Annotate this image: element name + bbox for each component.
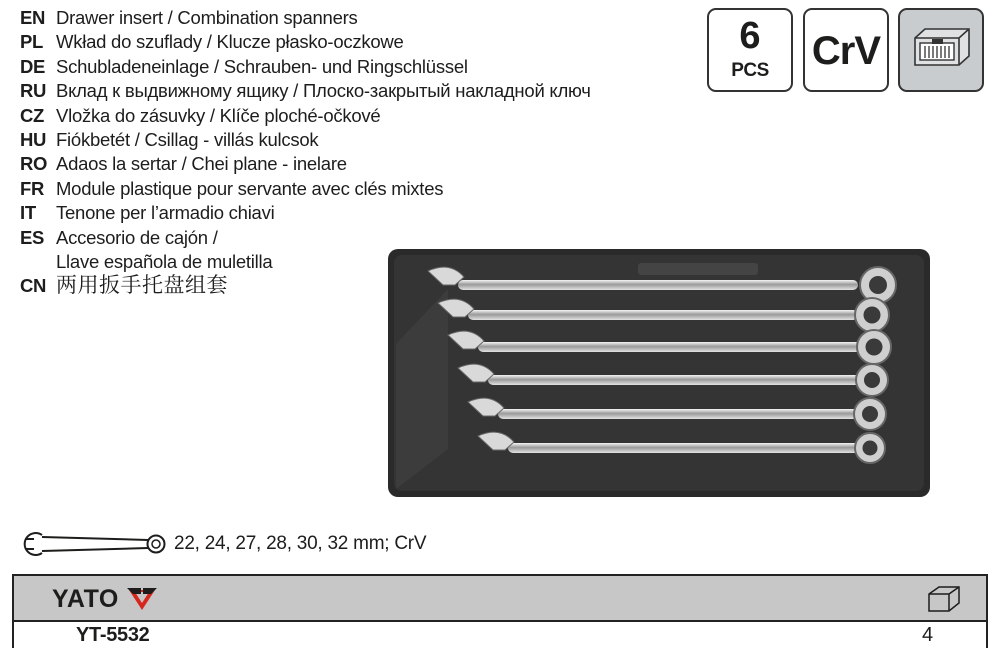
lang-code: IT [20,202,36,224]
lang-text: Wkład do szuflady / Klucze płasko-oczkowe [56,31,404,53]
lang-row-en [20,6,591,30]
lang-code: RO [20,153,48,175]
lang-text: Drawer insert / Combination spanners [56,7,358,28]
lang-text: Vložka do zásuvky / Klíče ploché-očkové [56,104,381,126]
lang-code: CZ [20,104,45,126]
lang-text: Schubladeneinlage / Schrauben- und Ringschlüssel [56,55,468,77]
lang-text: 两用扳手托盘组套 [56,274,228,298]
brand-logo [52,586,159,612]
package-quantity: 4 [922,624,934,646]
size-spec [20,524,426,564]
lang-text: Tenone per l’armadio chiavi [56,202,275,224]
brand-name: YATO [52,585,119,613]
drawer-insert-badge [898,8,984,92]
size-spec-text: 22, 24, 27, 28, 30, 32 mm; CrV [174,533,427,554]
lang-row-fr [20,177,591,201]
lang-code: ES [20,226,45,248]
table-header [14,576,986,622]
lang-code: EN [20,7,46,28]
lang-row-ru [20,79,591,103]
product-table [12,574,988,648]
pieces-badge [707,8,793,92]
lang-code: HU [20,128,47,150]
combination-spanner-icon [20,527,170,561]
drawer-insert-icon [900,10,982,90]
table-row [14,622,986,648]
product-code: YT-5532 [76,624,150,646]
lang-row-cz [20,104,591,128]
lang-text: Вклад к выдвижному ящику / Плоско-закрытый накладной ключ [56,80,591,102]
lang-text: Module plastique pour servante avec clés mixtes [56,177,444,199]
box-icon [926,584,962,614]
lang-code: FR [20,177,45,199]
lang-text: Fiókbetét / Csillag - villás kulcsok [56,128,319,150]
yato-logo-mark-icon [125,586,159,612]
lang-row-it [20,201,591,225]
spanner-tray-image [388,249,930,497]
lang-code: RU [20,80,47,102]
lang-code: DE [20,55,46,77]
material-badge [803,8,889,92]
lang-row-hu [20,128,591,152]
lang-row-ro [20,152,591,176]
lang-row-es [20,226,591,250]
lang-text: Llave española de muletilla [56,250,273,272]
lang-row-pl [20,30,591,54]
lang-text: Adaos la sertar / Chei plane - inelare [56,153,347,175]
material-label: CrV [811,29,881,73]
lang-code: CN [20,275,47,297]
lang-row-de [20,55,591,79]
lang-code: PL [20,31,44,53]
lang-text: Accesorio de cajón / [56,226,218,248]
pieces-unit: PCS [731,60,769,81]
pieces-count: 6 [739,15,761,57]
